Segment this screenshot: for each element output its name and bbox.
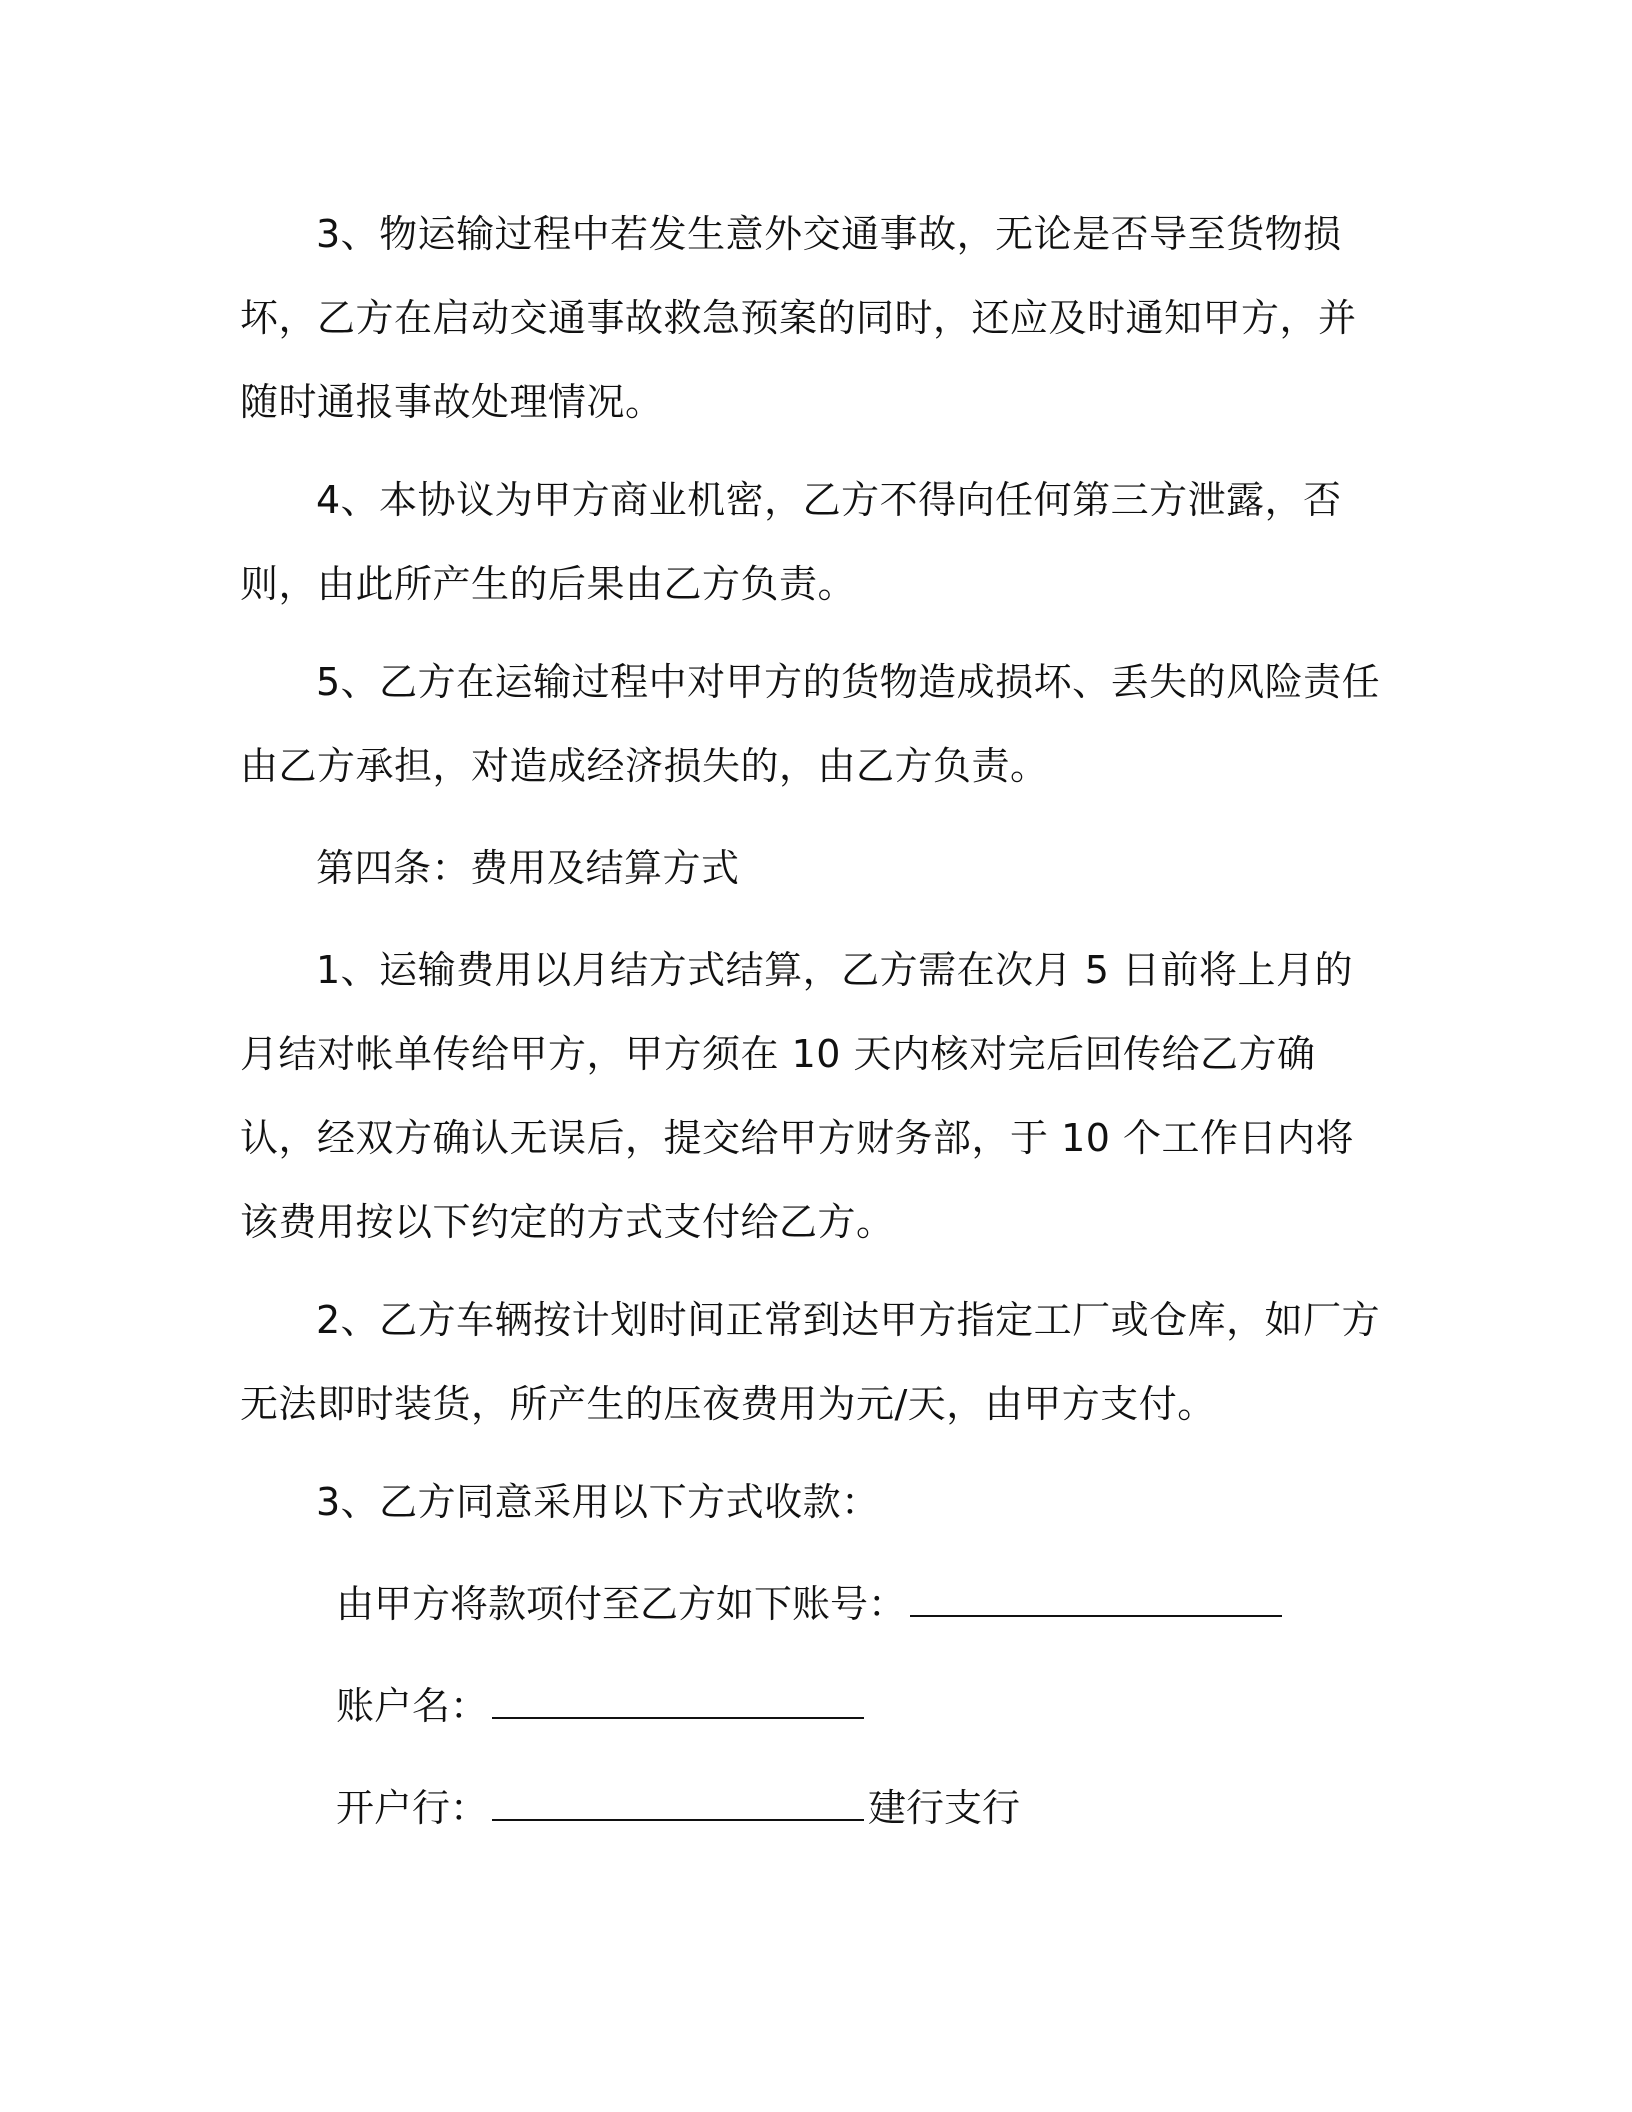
bank-field	[240, 1766, 1386, 1850]
account-name-blank-line[interactable]	[492, 1687, 864, 1719]
clause-3-accident-notice: 3、物运输过程中若发生意外交通事故，无论是否导至货物损坏，乙方在启动交通事故救急预案的同时，还应及时通知甲方，并随时通报事故处理情况。	[240, 212, 1357, 424]
payment-clause-3-collection-method: 3、乙方同意采用以下方式收款：	[316, 1480, 880, 1524]
bank-blank-line[interactable]	[492, 1789, 864, 1821]
account-name-field	[240, 1664, 1386, 1748]
payment-clause-2-overnight-fee: 2、乙方车辆按计划时间正常到达甲方指定工厂或仓库，如厂方无法即时装货，所产生的压夜费用为元/天，由甲方支付。	[240, 1298, 1381, 1426]
payment-clause-1-monthly-settlement: 1、运输费用以月结方式结算，乙方需在次月 5 日前将上月的月结对帐单传给甲方，甲方须在 10 天内核对完后回传给乙方确认，经双方确认无误后，提交给甲方财务部，于 10 个工作日内将该费用按以下约定的方式支付给乙方。	[240, 948, 1355, 1244]
bank-suffix: 建行支行	[868, 1786, 1021, 1830]
clause-4-confidentiality: 4、本协议为甲方商业机密，乙方不得向任何第三方泄露，否则，由此所产生的后果由乙方负责。	[240, 478, 1342, 606]
account-number-field	[240, 1562, 1386, 1646]
account-number-label: 由甲方将款项付至乙方如下账号：	[336, 1582, 907, 1626]
document-body	[240, 192, 1386, 1850]
account-number-blank-line[interactable]	[910, 1585, 1282, 1617]
clause-5-liability: 5、乙方在运输过程中对甲方的货物造成损坏、丢失的风险责任由乙方承担，对造成经济损失的，由乙方负责。	[240, 660, 1381, 788]
account-name-label: 账户名：	[336, 1684, 489, 1728]
bank-label: 开户行：	[336, 1786, 489, 1830]
article-4-heading: 第四条：费用及结算方式	[316, 846, 740, 890]
